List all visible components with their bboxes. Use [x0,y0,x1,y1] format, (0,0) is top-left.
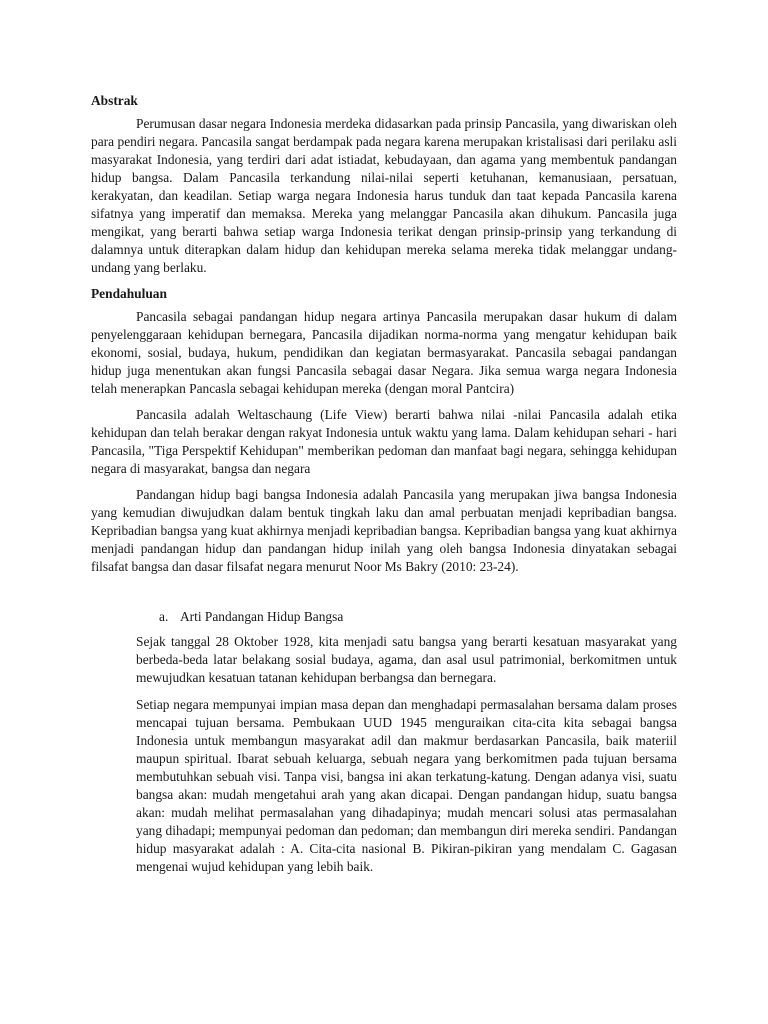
subsection-paragraph-1: Sejak tanggal 28 Oktober 1928, kita menjadi satu bangsa yang berarti kesatuan masyarakat yang berbeda-beda latar belakang sosial budaya, agama, dan asal usul patrimonial, berkomitmen untuk mewujudkan kesatuan tatanan kehidupan berbangsa dan bernegara. [136,634,677,685]
document-page [91,92,677,885]
abstract-paragraph: Perumusan dasar negara Indonesia merdeka didasarkan pada prinsip Pancasila, yang diwariskan oleh para pendiri negara. Pancasila sangat berdampak pada negara karena merupakan kristalisasi dari perilaku asli masyarakat Indonesia, yang terdiri dari adat istiadat, kebudayaan, dan agama yang membentuk pandangan hidup bangsa. Dalam Pancasila terkandung nilai-nilai seperti ketuhanan, kemanusiaan, persatuan, kerakyatan, dan keadilan. Setiap warga negara Indonesia harus tunduk dan taat kepada Pancasila karena sifatnya yang imperatif dan memaksa. Mereka yang melanggar Pancasila akan dihukum. Pancasila juga mengikat, yang berarti bahwa setiap warga Indonesia terikat dengan prinsip-prinsip yang terkandung di dalamnya untuk diterapkan dalam hidup dan kehidupan mereka selama mereka tidak melanggar undang-undang yang berlaku. [91,116,677,275]
introduction-paragraph-3: Pandangan hidup bagi bangsa Indonesia adalah Pancasila yang merupakan jiwa bangsa Indonesia yang kemudian diwujudkan dalam bentuk tingkah laku dan amal perbuatan menjadi kepribadian bangsa. Kepribadian bangsa yang kuat akhirnya menjadi kepribadian bangsa. Kepribadian bangsa yang kuat akhirnya menjadi pandangan hidup dan pandangan hidup inilah yang oleh bangsa Indonesia dinyatakan sebagai filsafat bangsa dan dasar filsafat negara menurut Noor Ms Bakry (2010: 23-24). [91,487,677,574]
section-spacer [91,584,677,608]
subsection-heading [91,608,677,626]
introduction-heading: Pendahuluan [91,286,167,301]
abstract-heading: Abstrak [91,93,138,108]
introduction-paragraph-1: Pancasila sebagai pandangan hidup negara artinya Pancasila merupakan dasar hukum di dalam penyelenggaraan kehidupan bernegara, Pancasila dijadikan norma-norma yang mengatur kehidupan baik ekonomi, sosial, budaya, hukum, pendidikan dan kegiatan bermasyarakat. Pancasila sebagai pandangan hidup juga menentukan akan fungsi Pancasila sebagai dasar Negara. Jika semua warga negara Indonesia telah menerapkan Pancasla sebagai kehidupan mereka (dengan moral Pantcira) [91,309,677,396]
subsection-title: Arti Pandangan Hidup Bangsa [180,609,344,624]
list-marker: a. [159,609,169,624]
subsection-paragraph-2: Setiap negara mempunyai impian masa depan dan menghadapi permasalahan bersama dalam proses mencapai tujuan bersama. Pembukaan UUD 1945 menguraikan cita-cita kita sebagai bangsa Indonesia untuk membangun masyarakat adil dan makmur berdasarkan Pancasila, baik materiil maupun spiritual. Ibarat sebuah keluarga, sebuah negara yang berkomitmen pada tujuan bersama membutuhkan sebuah visi. Tanpa visi, bangsa ini akan terkatung-katung. Dengan adanya visi, suatu bangsa akan: mudah mengetahui arah yang akan dicapai. Dengan pandangan hidup, suatu bangsa akan: mudah melihat permasalahan yang dihadapinya; mudah mencari solusi atas permasalahan yang dihadapi; mempunyai pedoman dan pedoman; dan membangun diri mereka sendiri. Pandangan hidup masyarakat adalah : A. Cita-cita nasional B. Pikiran-pikiran yang mendalam C. Gagasan mengenai wujud kehidupan yang lebih baik. [136,697,677,874]
introduction-paragraph-2: Pancasila adalah Weltaschaung (Life View) berarti bahwa nilai -nilai Pancasila adalah etika kehidupan dan telah berakar dengan rakyat Indonesia untuk waktu yang lama. Dalam kehidupan sehari - hari Pancasila, "Tiga Perspektif Kehidupan" memberikan pedoman dan manfaat bagi negara, sehingga kehidupan negara di masyarakat, bangsa dan negara [91,407,677,476]
